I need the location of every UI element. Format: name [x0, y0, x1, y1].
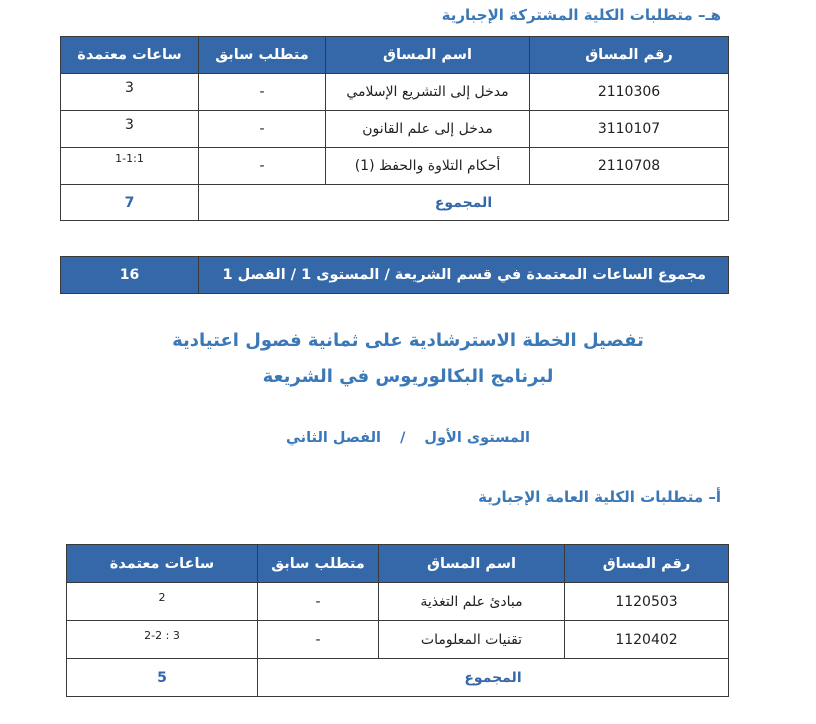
- course-name: مبادئ علم التغذية: [379, 583, 565, 621]
- total-label: المجموع: [258, 659, 729, 697]
- total-label: المجموع: [199, 185, 729, 221]
- section-h-table: [60, 36, 729, 221]
- header-name: اسم المساق: [379, 545, 565, 583]
- course-prereq: -: [258, 621, 379, 659]
- total-value: 5: [67, 659, 258, 697]
- section-h-title: هـ– متطلبات الكلية المشتركة الإجبارية: [441, 6, 721, 24]
- course-hours: 3 : 2-2: [67, 621, 258, 659]
- header-hours: ساعات معتمدة: [67, 545, 258, 583]
- course-prereq: -: [199, 148, 326, 185]
- header-prereq: متطلب سابق: [258, 545, 379, 583]
- header-prereq: متطلب سابق: [199, 37, 326, 74]
- header-name: اسم المساق: [326, 37, 530, 74]
- total-row: [67, 659, 729, 697]
- course-hours: 1-1:1: [61, 148, 199, 185]
- plan-title-line1: تفصيل الخطة الاسترشادية على ثمانية فصول اعتيادية: [172, 330, 644, 351]
- table-row: [61, 74, 729, 111]
- plan-title-line2: لبرنامج البكالوريوس في الشريعة: [262, 366, 554, 387]
- level-label: المستوى الأول: [424, 430, 531, 446]
- header-hours: ساعات معتمدة: [61, 37, 199, 74]
- course-name: مدخل إلى التشريع الإسلامي: [326, 74, 530, 111]
- course-code: 2110306: [530, 74, 729, 111]
- course-code: 1120402: [565, 621, 729, 659]
- total-value: 7: [61, 185, 199, 221]
- semester-label: الفصل الثاني: [285, 430, 381, 446]
- total-row: [61, 185, 729, 221]
- course-name: أحكام التلاوة والحفظ (1): [326, 148, 530, 185]
- summary-label: مجموع الساعات المعتمدة في قسم الشريعة / المستوى 1 / الفصل 1: [199, 257, 729, 294]
- course-prereq: -: [199, 111, 326, 148]
- level-separator: /: [400, 430, 406, 446]
- course-name: تقنيات المعلومات: [379, 621, 565, 659]
- section-a-title: أ– متطلبات الكلية العامة الإجبارية: [478, 488, 721, 506]
- course-hours: 3: [61, 111, 199, 148]
- course-code: 1120503: [565, 583, 729, 621]
- table-row: [67, 583, 729, 621]
- table-row: [61, 111, 729, 148]
- header-code: رقم المساق: [565, 545, 729, 583]
- course-prereq: -: [199, 74, 326, 111]
- summary-value: 16: [61, 257, 199, 294]
- course-prereq: -: [258, 583, 379, 621]
- table-header-row: [67, 545, 729, 583]
- header-code: رقم المساق: [530, 37, 729, 74]
- table-row: [67, 621, 729, 659]
- course-code: 3110107: [530, 111, 729, 148]
- level-semester-line: [0, 430, 816, 446]
- table-row: [61, 148, 729, 185]
- course-code: 2110708: [530, 148, 729, 185]
- table-header-row: [61, 37, 729, 74]
- course-hours: 3: [61, 74, 199, 111]
- section-a-table: [66, 544, 729, 697]
- summary-bar: [60, 256, 729, 294]
- course-hours: 2: [67, 583, 258, 621]
- course-name: مدخل إلى علم القانون: [326, 111, 530, 148]
